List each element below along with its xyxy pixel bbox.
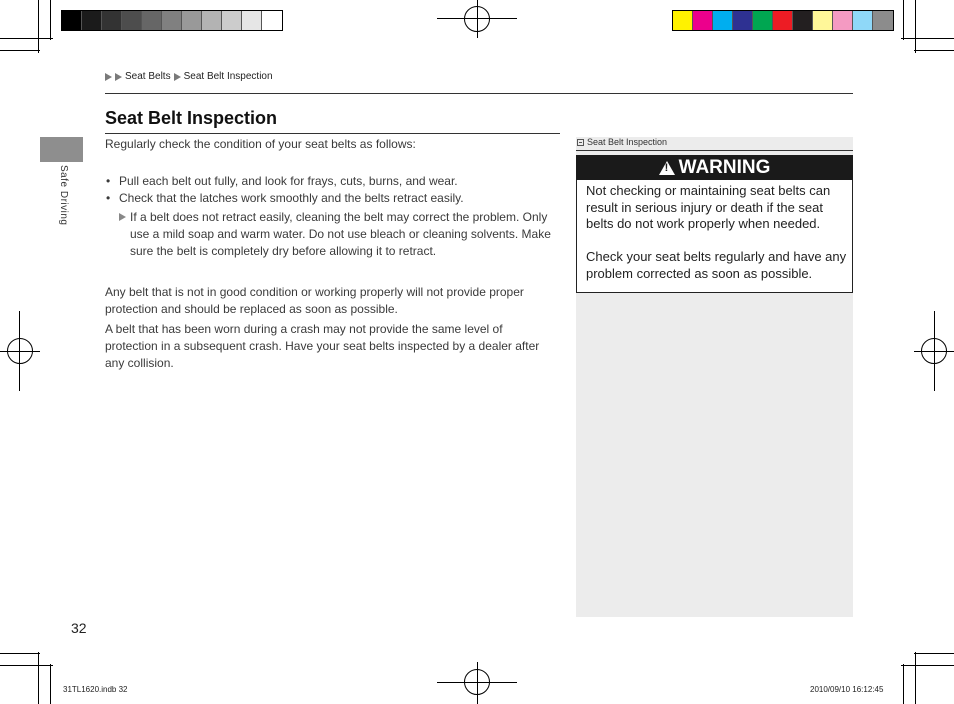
color-swatch	[793, 11, 813, 30]
page-number: 32	[71, 620, 87, 636]
color-swatch	[733, 11, 753, 30]
color-swatch	[102, 11, 122, 30]
list-item: • Check that the latches work smoothly and the belts retract easily.	[105, 190, 555, 207]
registration-mark	[464, 6, 490, 32]
reference-icon	[577, 139, 584, 146]
checklist	[105, 173, 555, 207]
paragraph: A belt that has been worn during a crash may not provide the same level of protection in a subsequent crash. Have your seat belts inspected by a dealer after any collision.	[105, 322, 540, 370]
crop-mark	[914, 653, 954, 654]
print-slug-file: 31TL1620.indb 32	[63, 685, 128, 694]
warning-text: Not checking or maintaining seat belts can result in serious injury or death if the seat belts do not work properly when needed.	[586, 183, 831, 231]
breadcrumb-arrow-icon	[105, 73, 112, 81]
color-swatch	[873, 11, 893, 30]
color-swatch	[242, 11, 262, 30]
divider	[105, 93, 853, 94]
page-title: Seat Belt Inspection	[105, 108, 278, 128]
crop-mark	[901, 38, 954, 39]
warning-triangle-icon	[659, 161, 675, 175]
sub-note-text: If a belt does not retract easily, cleaning the belt may correct the problem. Only use a mild soap and warm water. Do not use bleach or cleaning solvents. Make sure the belt is completely dry before allowing it to retract.	[130, 210, 551, 258]
crop-mark	[0, 38, 53, 39]
process-color-bar	[672, 10, 894, 31]
sub-note	[119, 209, 551, 260]
crop-mark	[903, 0, 904, 40]
crop-mark	[50, 664, 51, 704]
color-swatch	[833, 11, 853, 30]
color-swatch	[202, 11, 222, 30]
warning-header	[576, 155, 853, 180]
crop-mark	[901, 665, 954, 666]
color-swatch	[753, 11, 773, 30]
crop-mark	[0, 653, 40, 654]
color-swatch	[693, 11, 713, 30]
breadcrumb-item[interactable]: Seat Belt Inspection	[183, 71, 273, 82]
divider	[576, 150, 853, 151]
color-swatch	[853, 11, 873, 30]
breadcrumb-arrow-icon	[115, 73, 122, 81]
color-swatch	[813, 11, 833, 30]
side-panel-title: Seat Belt Inspection	[587, 137, 668, 147]
color-swatch	[142, 11, 162, 30]
breadcrumb-arrow-icon	[174, 73, 181, 81]
color-swatch	[82, 11, 102, 30]
print-slug-timestamp: 2010/09/10 16:12:45	[810, 685, 884, 694]
breadcrumb-item[interactable]: Seat Belts	[125, 71, 171, 82]
color-swatch	[262, 11, 282, 30]
intro-text: Regularly check the condition of your seat belts as follows:	[105, 137, 416, 151]
section-tab-marker	[40, 137, 83, 162]
crop-mark	[915, 652, 916, 704]
crop-mark	[903, 664, 904, 704]
color-swatch	[673, 11, 693, 30]
registration-mark	[464, 669, 490, 695]
crop-mark	[0, 50, 40, 51]
paragraph: Any belt that is not in good condition or working properly will not provide proper protection and should be replaced as soon as possible.	[105, 285, 524, 316]
divider	[105, 133, 560, 134]
color-swatch	[713, 11, 733, 30]
crop-mark	[915, 0, 916, 53]
color-swatch	[773, 11, 793, 30]
color-swatch	[222, 11, 242, 30]
warning-text: Check your seat belts regularly and have any problem corrected as soon as possible.	[586, 249, 847, 281]
crop-mark	[914, 50, 954, 51]
grayscale-color-bar	[61, 10, 283, 31]
registration-mark	[921, 338, 947, 364]
color-swatch	[162, 11, 182, 30]
registration-mark	[7, 338, 33, 364]
crop-mark	[38, 0, 39, 53]
section-tab-label: Safe Driving	[58, 165, 69, 226]
crop-mark	[38, 652, 39, 704]
color-swatch	[62, 11, 82, 30]
warning-label: WARNING	[678, 156, 771, 178]
note-arrow-icon	[119, 213, 126, 221]
list-item: • Pull each belt out fully, and look for frays, cuts, burns, and wear.	[105, 173, 555, 190]
crop-mark	[0, 665, 53, 666]
breadcrumb	[105, 71, 273, 82]
color-swatch	[122, 11, 142, 30]
side-panel-header	[577, 137, 667, 147]
crop-mark	[50, 0, 51, 40]
color-swatch	[182, 11, 202, 30]
